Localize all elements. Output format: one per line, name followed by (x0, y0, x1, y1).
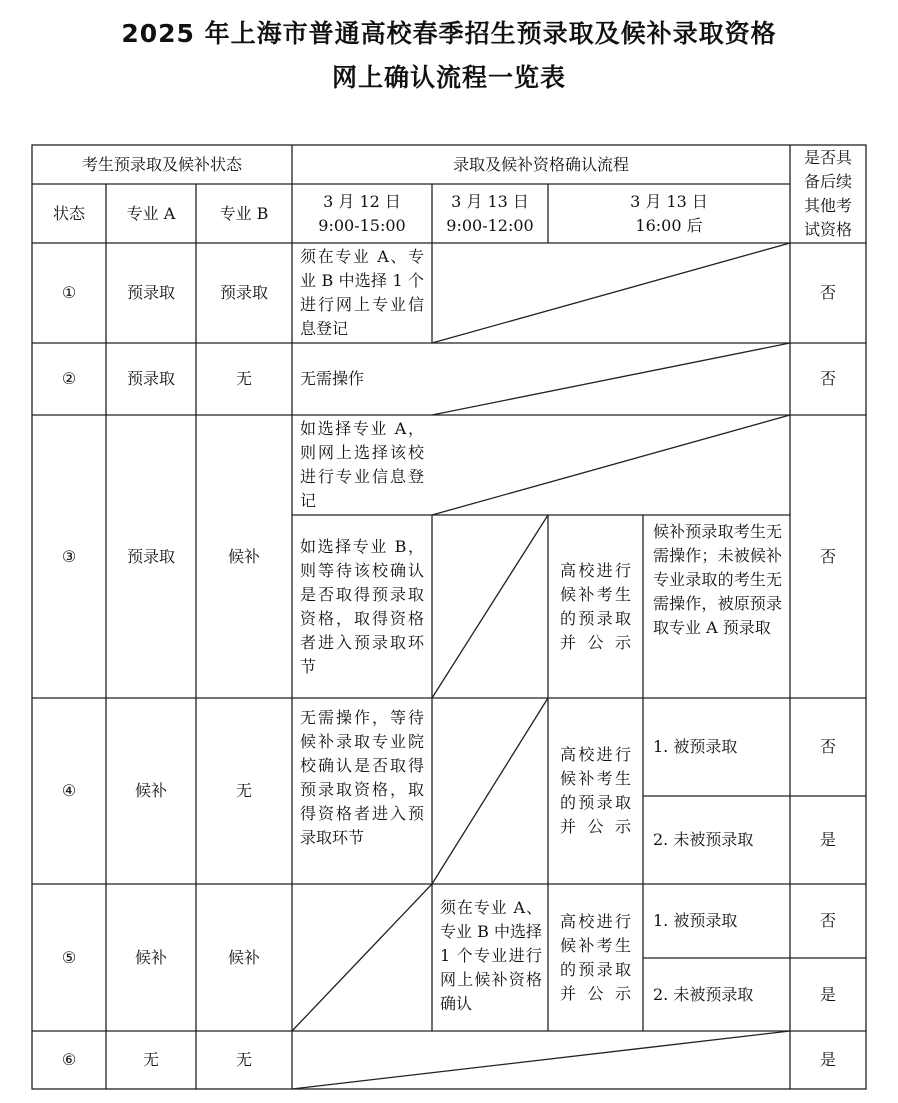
row2-major-a: 预录取 (126, 369, 175, 388)
header-date-1 (292, 184, 432, 243)
row5-step3: 高校进行候补考生的预录取并公示 (560, 911, 631, 1003)
row3-state: ③ (61, 546, 77, 566)
row3-step3: 高校进行候补考生的预录取并公示 (560, 560, 631, 652)
row5-eligibility-1: 否 (819, 911, 836, 930)
row3-step1-option-b: 如选择专业 B，则等待该校确认是否取得预录取资格，取得资格者进入预录取环节 (300, 537, 424, 676)
header-date-3-time: 16:00 后 (635, 215, 703, 235)
row3-major-a: 预录取 (126, 546, 175, 566)
row6-state: ⑥ (61, 1050, 77, 1069)
row4-outcome-1: 1. 被预录取 (653, 737, 738, 756)
row5-step2: 须在专业 A、专业 B 中选择 1 个专业进行网上候补资格确认 (440, 898, 542, 1013)
header-date-2-day: 3 月 13 日 (451, 191, 529, 211)
header-status-group: 考生预录取及候补状态 (81, 154, 242, 174)
row5-major-a: 候补 (134, 947, 167, 967)
header-date-1-day: 3 月 12 日 (323, 191, 401, 211)
row3-step4: 候补预录取考生无需操作；未被候补专业录取的考生无需操作，被原预录取专业 A 预录取 (653, 522, 782, 637)
row2-step1: 无需操作 (300, 369, 365, 388)
header-flow-group: 录取及候补资格确认流程 (452, 154, 629, 174)
header-date-1-time: 9:00-15:00 (318, 215, 406, 235)
row4-step1: 无需操作，等待候补录取专业院校确认是否取得预录取资格，取得资格者进入预录取环节 (300, 708, 424, 847)
row1-major-a: 预录取 (126, 283, 175, 302)
header-eligibility: 是否具备后续其他考试资格 (803, 148, 852, 239)
row3-major-b: 候补 (227, 546, 260, 566)
row1-eligibility: 否 (819, 283, 836, 302)
row5-eligibility-2: 是 (819, 984, 836, 1004)
header-date-2 (432, 184, 548, 243)
row5-outcome-1: 1. 被预录取 (653, 911, 738, 930)
row4-step3: 高校进行候补考生的预录取并公示 (560, 745, 631, 836)
row2-state: ② (61, 369, 77, 388)
header-major-b: 专业 B (219, 203, 269, 223)
header-date-3-day: 3 月 13 日 (630, 191, 708, 211)
row6-major-a: 无 (142, 1050, 159, 1069)
header-date-3 (548, 184, 790, 243)
row5-state: ⑤ (61, 947, 77, 967)
row5-outcome-2: 2. 未被预录取 (653, 984, 754, 1004)
row1-step1: 须在专业 A、专业 B 中选择 1 个进行网上专业信息登记 (300, 247, 424, 338)
row4-outcome-2: 2. 未被预录取 (653, 830, 754, 849)
header-major-a: 专业 A (126, 203, 176, 223)
header-date-2-time: 9:00-12:00 (446, 215, 534, 235)
document-subtitle: 网上确认流程一览表 (331, 63, 566, 92)
row4-major-a: 候补 (134, 781, 167, 800)
document-title: 2025 年上海市普通高校春季招生预录取及候补录取资格 (121, 19, 777, 48)
row5-major-b: 候补 (227, 947, 260, 967)
row6-eligibility: 是 (819, 1050, 836, 1069)
row2-eligibility: 否 (819, 369, 836, 388)
row2-major-b: 无 (235, 369, 252, 388)
row1-major-b: 预录取 (219, 283, 268, 302)
row4-major-b: 无 (235, 781, 252, 800)
row6-major-b: 无 (235, 1050, 252, 1069)
row3-eligibility: 否 (819, 546, 836, 566)
header-state: 状态 (52, 203, 85, 223)
row3-step1-option-a: 如选择专业 A，则网上选择该校进行专业信息登记 (300, 419, 424, 510)
row4-eligibility-2: 是 (819, 830, 836, 849)
row1-state: ① (61, 283, 77, 302)
row4-state: ④ (61, 781, 77, 800)
row4-eligibility-1: 否 (819, 737, 836, 756)
